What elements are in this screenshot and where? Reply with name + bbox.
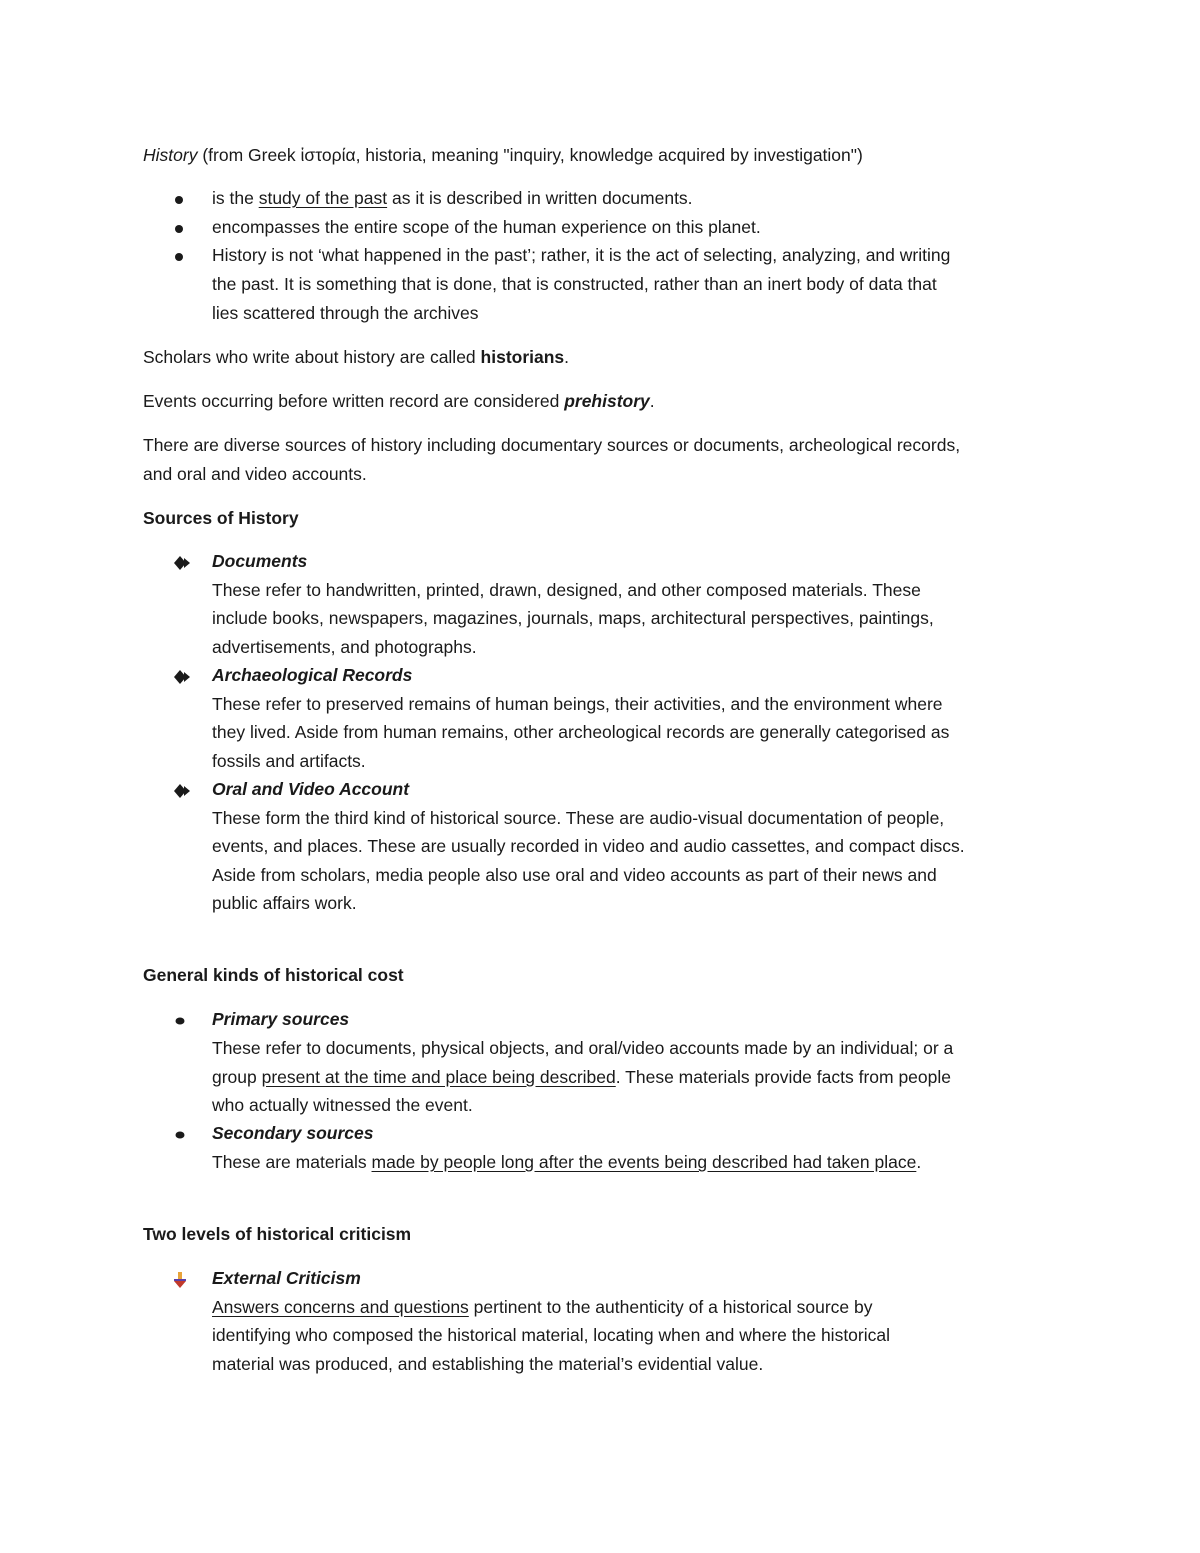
source-title-archaeological: Archaeological Records [212,665,413,685]
source-desc-line: fossils and artifacts. [212,751,366,771]
history-bullet-3-line-2: the past. It is something that is done, that is constructed, rather than an inert body of data that [212,274,937,294]
history-bullet-3-line-1: History is not ‘what happened in the past’; rather, it is the act of selecting, analyzing, and writing [212,245,951,265]
history-definition: (from Greek ἱστορία, historia, meaning "inquiry, knowledge acquired by investigation") [197,145,863,165]
external-criticism-line-1: Answers concerns and questions pertinent to the authenticity of a historical source by [212,1297,873,1317]
source-desc-line: events, and places. These are usually recorded in video and audio cassettes, and compact discs. [212,836,965,856]
external-criticism-title: External Criticism [212,1268,361,1288]
source-desc-line: include books, newspapers, magazines, journals, maps, architectural perspectives, paintings, [212,608,934,628]
primary-sources-title: Primary sources [212,1009,350,1029]
primary-sources-line-1: These refer to documents, physical objects, and oral/video accounts made by an individual; or a [212,1038,954,1058]
criticism-heading: Two levels of historical criticism [143,1224,412,1244]
source-desc-line: These refer to preserved remains of human beings, their activities, and the environment where [212,694,943,714]
source-desc-line: they lived. Aside from human remains, other archeological records are generally categorised as [212,722,950,742]
underlined-phrase: present at the time and place being described [261,1067,616,1087]
bullet-dot-icon [171,219,197,239]
source-title-documents: Documents [212,551,308,571]
underlined-phrase: study of the past [258,188,388,208]
kinds-heading: General kinds of historical cost [143,965,404,985]
external-criticism-line-3: material was produced, and establishing the material’s evidential value. [212,1354,764,1374]
underlined-phrase: Answers concerns and questions [212,1297,469,1317]
sources-intro-line-2: and oral and video accounts. [143,464,367,484]
sources-intro-line-1: There are diverse sources of history including documentary sources or documents, archeological records, [143,435,961,455]
source-desc-line: These form the third kind of historical source. These are audio-visual documentation of people, [212,808,945,828]
historians-term: historians [480,347,565,367]
source-desc-line: Aside from scholars, media people also use oral and video accounts as part of their news and [212,865,937,885]
source-desc-line: advertisements, and photographs. [212,637,477,657]
secondary-sources-title: Secondary sources [212,1123,374,1143]
primary-sources-line-2: group present at the time and place being described. These materials provide facts from people [212,1067,952,1087]
prehistory-term: prehistory [564,391,650,411]
arrow-bullet-icon [171,1270,197,1290]
diamond-bullet-icon [171,553,197,573]
source-desc-line: These refer to handwritten, printed, drawn, designed, and other composed materials. These [212,580,921,600]
history-bullet-2: encompasses the entire scope of the human experience on this planet. [212,217,761,237]
intro-paragraph [143,147,863,165]
prehistory-paragraph: Events occurring before written record are considered prehistory. [143,391,655,411]
bullet-dot-icon [171,1011,197,1031]
sources-heading: Sources of History [143,508,299,528]
bullet-dot-icon [171,247,197,267]
history-bullet-1: is the study of the past as it is described in written documents. [212,188,693,208]
external-criticism-line-2: identifying who composed the historical material, locating when and where the historical [212,1325,891,1345]
diamond-bullet-icon [171,781,197,801]
primary-sources-line-3: who actually witnessed the event. [212,1095,473,1115]
source-desc-line: public affairs work. [212,893,357,913]
bullet-dot-icon [171,1125,197,1145]
source-title-oral-video: Oral and Video Account [212,779,410,799]
bullet-dot-icon [171,190,197,210]
underlined-phrase: made by people long after the events being described had taken place [371,1152,917,1172]
history-term: History [143,145,198,165]
secondary-sources-line: These are materials made by people long after the events being described had taken place. [212,1152,922,1172]
history-bullet-3-line-3: lies scattered through the archives [212,303,479,323]
historians-paragraph: Scholars who write about history are called historians. [143,347,570,367]
diamond-bullet-icon [171,667,197,687]
